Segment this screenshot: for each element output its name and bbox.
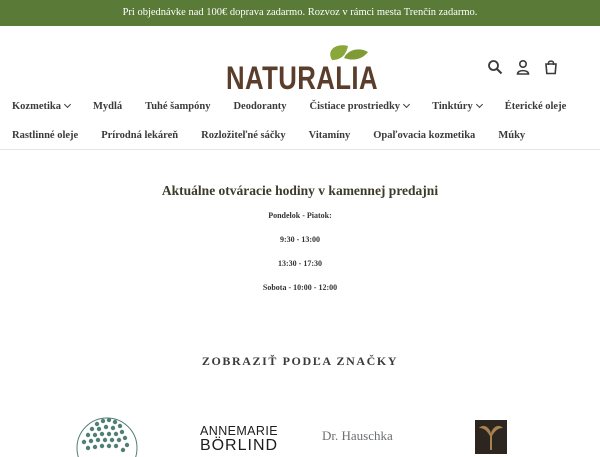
nav-row-1 [12, 94, 589, 118]
search-icon[interactable] [486, 58, 504, 76]
naturalia-logo[interactable] [222, 40, 382, 96]
nav-item-rozlozitelne-sacky[interactable]: Rozložiteľné sáčky [201, 129, 286, 141]
brand-dr-hauschka[interactable] [322, 412, 406, 452]
logo-text: NATURALIA [226, 60, 378, 96]
hours-title: Aktuálne otváracie hodiny v kamennej predajni [161, 183, 439, 198]
nav-item-cistiace-prostriedky[interactable]: Čistiace prostriedky [310, 101, 410, 112]
brand-annemarie-borlind[interactable] [196, 412, 282, 452]
hours-line: 9:30 - 13:00 [280, 235, 320, 244]
brand-circle-leaf-logo[interactable] [72, 412, 142, 452]
nav-item-kozmetika[interactable]: Kozmetika [12, 101, 70, 112]
chevron-down-icon [476, 101, 483, 108]
nav-item-prirodna-lekaren[interactable]: Prírodná lekáreň [101, 129, 179, 141]
brands-title: ZOBRAZIŤ PODĽA ZNAČKY [201, 354, 399, 368]
announcement-text: Pri objednávke nad 100€ doprava zadarmo. Rozvoz v rámci mesta Trenčín zadarmo. [122, 7, 478, 18]
brand-name: Dr. Hauschka [322, 428, 393, 443]
hours-line: 13:30 - 17:30 [278, 259, 322, 268]
nav-row-2 [12, 123, 548, 147]
nav-item-muky[interactable]: Múky [498, 129, 526, 141]
hours-line: Pondelok - Piatok: [268, 211, 332, 220]
chevron-down-icon [403, 101, 410, 108]
hours-line: Sobota - 10:00 - 12:00 [262, 283, 338, 292]
chevron-down-icon [64, 101, 71, 108]
nav-item-rastlinne-oleje[interactable]: Rastlinné oleje [12, 129, 79, 141]
cart-icon[interactable] [542, 58, 560, 76]
opening-hours [0, 180, 600, 300]
nav-item-opalovacia-kozmetika[interactable]: Opaľovacia kozmetika [373, 129, 476, 141]
nav-item-deodoranty[interactable]: Deodoranty [233, 100, 287, 112]
nav-item-vitaminy[interactable]: Vitamíny [308, 129, 351, 141]
announcement-bar [0, 0, 600, 26]
nav-item-ētericke-oleje[interactable]: Éterické oleje [504, 100, 567, 112]
brand-line-2: BÖRLIND [199, 437, 279, 454]
brand-dark-square-logo[interactable] [468, 412, 514, 452]
account-icon[interactable] [514, 58, 532, 76]
nav-item-mydla[interactable]: Mydlá [93, 100, 123, 112]
nav-divider [0, 149, 600, 150]
header-icons [486, 58, 560, 76]
nav-item-tinktury[interactable]: Tinktúry [432, 101, 482, 112]
brand-line-1: ANNEMARIE [200, 424, 278, 438]
site-header [0, 26, 600, 96]
nav-item-tuhe-sampony[interactable]: Tuhé šampóny [145, 100, 211, 112]
